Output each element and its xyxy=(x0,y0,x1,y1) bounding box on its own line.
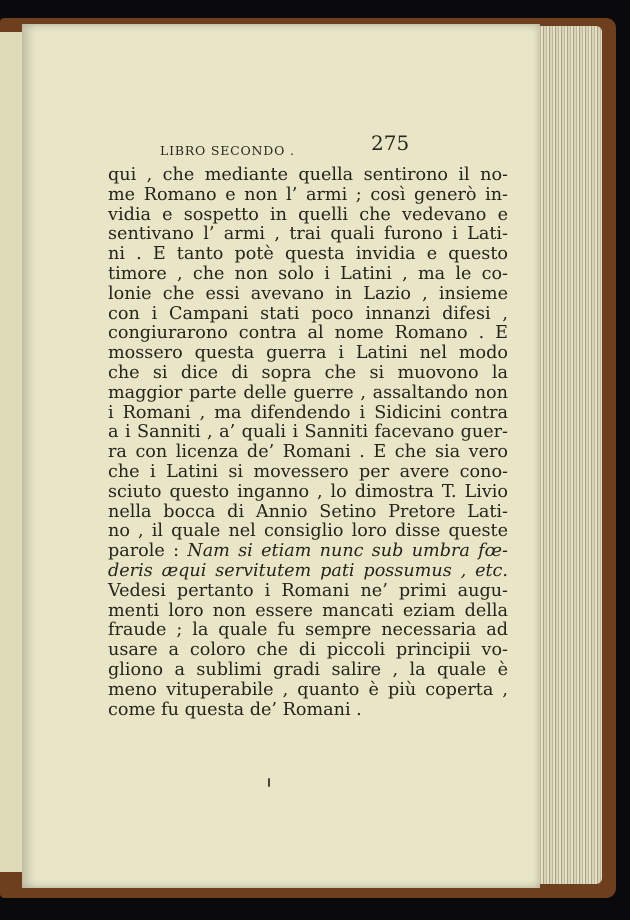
text-line: gliono a sublimi gradi salire , la quale è xyxy=(108,659,508,680)
text-roman: parole : xyxy=(108,541,188,562)
text-line: no , il quale nel consiglio loro disse queste xyxy=(108,521,508,542)
text-line: nella bocca di Annio Setino Pretore Lati- xyxy=(108,501,508,522)
text-line: lonie che essi avevano in Lazio , insieme xyxy=(108,283,508,304)
text-line: sciuto questo inganno , lo dimostra T. Livio xyxy=(108,481,508,502)
text-line: ra con licenza de’ Romani . E che sia vero xyxy=(108,442,508,463)
text-line-quote-start xyxy=(108,542,508,562)
text-line: timore , che non solo i Latini , ma le co- xyxy=(108,263,508,284)
text-line: fraude ; la quale fu sempre necessaria ad xyxy=(108,620,508,641)
text-line-last: come fu questa de’ Romani . xyxy=(108,699,362,720)
running-title: LIBRO SECONDO . xyxy=(160,143,295,158)
text-line: che i Latini si movessero per avere cono- xyxy=(108,461,508,482)
text-line: mossero questa guerra i Latini nel modo xyxy=(108,343,508,364)
text-line: congiurarono contra al nome Romano . E xyxy=(108,323,508,344)
page-edges xyxy=(532,26,602,884)
facing-page-edge xyxy=(0,32,22,872)
text-line: qui , che mediante quella sentirono il no- xyxy=(108,165,508,185)
latin-quote: deris æqui servitutem pati possumus , etc. xyxy=(108,560,508,581)
text-line: vidia e sospetto in quelli che vedevano e xyxy=(108,204,508,225)
text-line: i Romani , ma difendendo i Sidicini contra xyxy=(108,402,508,423)
text-line: che si dice di sopra che si muovono la xyxy=(108,362,508,383)
latin-quote: Nam si etiam nunc sub umbra fœ- xyxy=(187,541,509,562)
body-text xyxy=(108,166,508,720)
book-page xyxy=(22,24,540,888)
text-line: Vedesi pertanto i Romani ne’ primi augu- xyxy=(108,580,508,601)
page-number: 275 xyxy=(371,131,410,155)
text-line: con i Campani stati poco innanzi difesi , xyxy=(108,303,508,324)
text-line: usare a coloro che di piccoli principii vo- xyxy=(108,640,508,661)
text-line: maggior parte delle guerre , assaltando non xyxy=(108,382,508,403)
text-line: sentivano l’ armi , trai quali furono i Lati- xyxy=(108,224,508,245)
text-line: ni . E tanto potè questa invidia e questo xyxy=(108,244,508,265)
text-line: meno vituperabile , quanto è più coperta , xyxy=(108,679,508,700)
text-line: a i Sanniti , a’ quali i Sanniti facevano guer- xyxy=(108,422,508,443)
text-line: me Romano e non l’ armi ; così generò in- xyxy=(108,184,508,205)
text-line: menti loro non essere mancati eziam della xyxy=(108,600,508,621)
ink-mark xyxy=(268,778,270,787)
text-line-quote-end xyxy=(108,562,508,582)
